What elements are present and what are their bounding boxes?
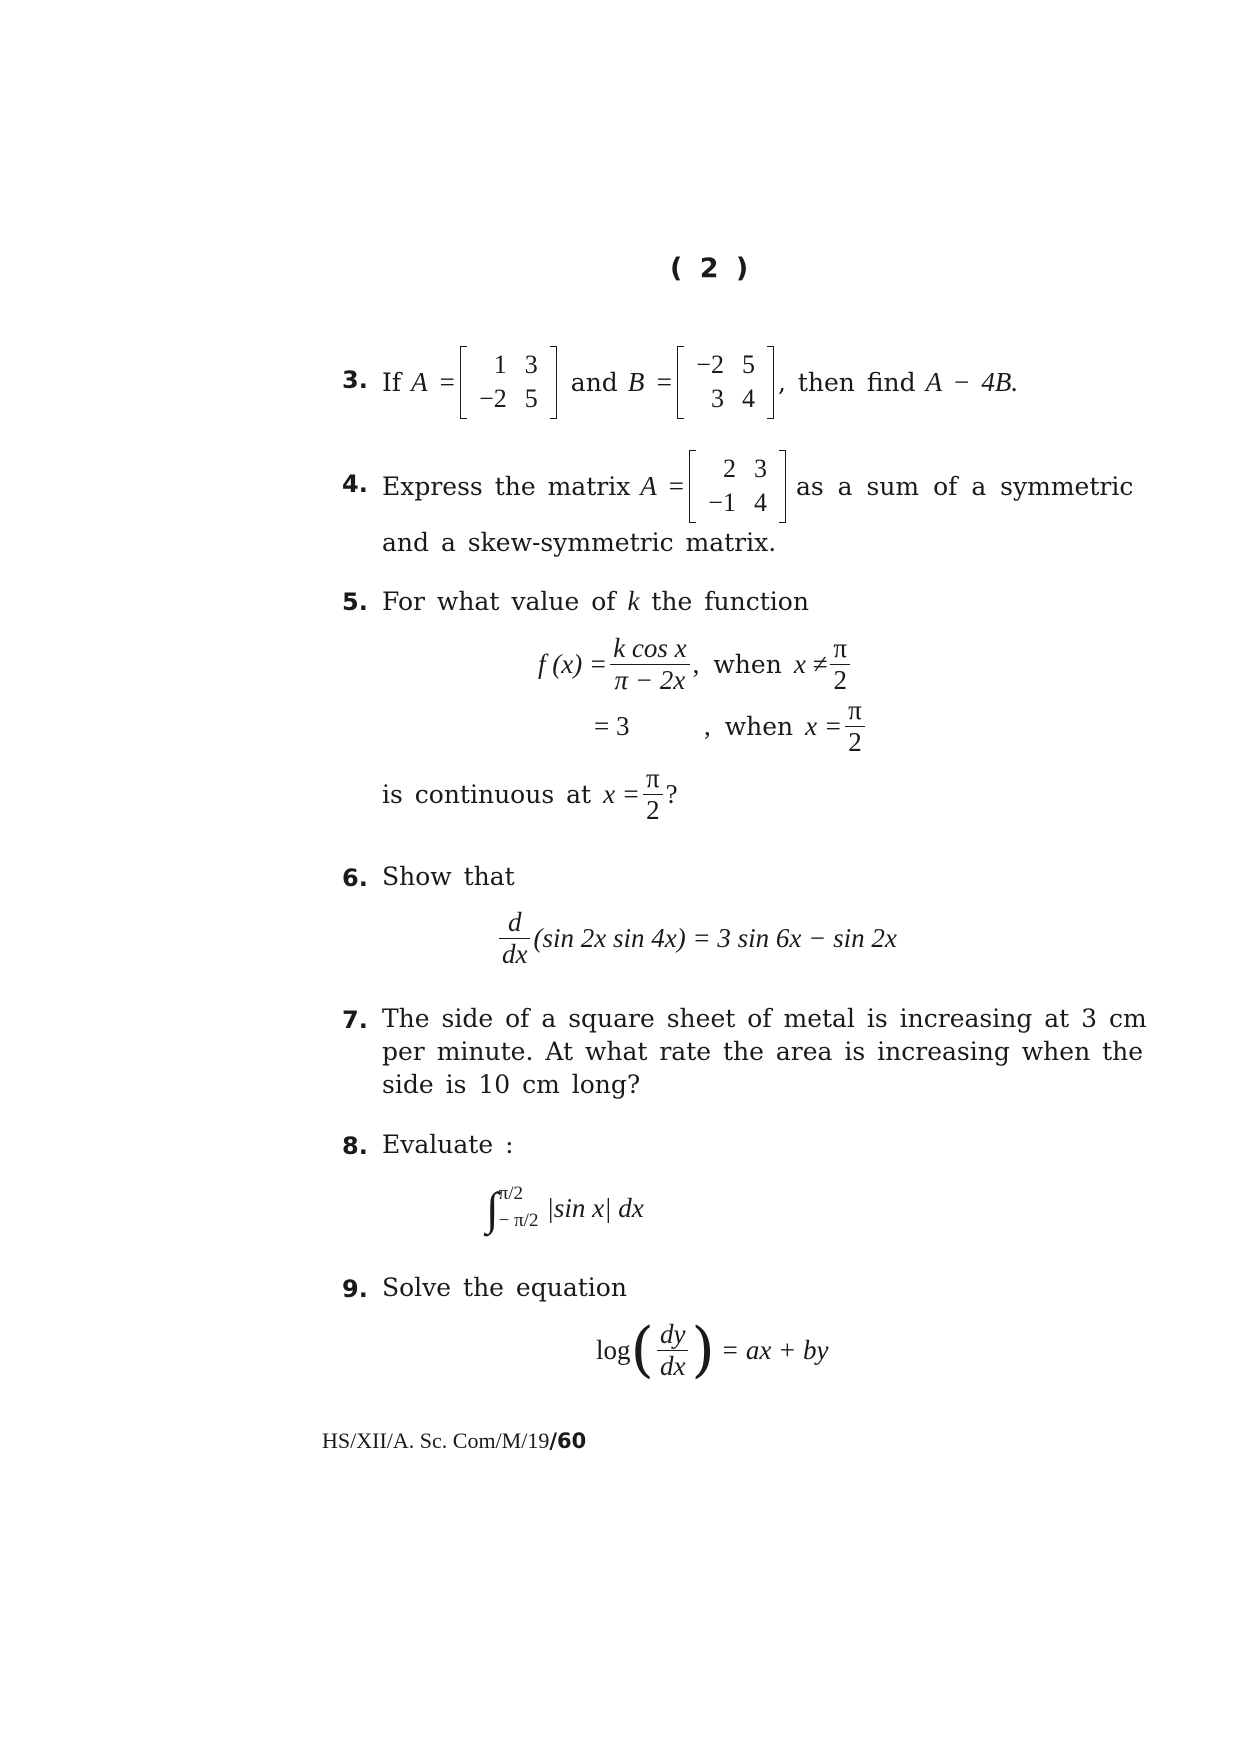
matrix-b [677, 346, 774, 419]
question-8-number: 8. [342, 1132, 368, 1160]
q5-fraction [610, 633, 689, 694]
q4-a-eq: A = [640, 470, 686, 501]
q6-derivative [499, 907, 530, 968]
matrix-q4-cell: 4 [753, 488, 767, 517]
matrix-b-cell: 4 [741, 384, 755, 413]
q5-final-x: x = [603, 778, 641, 809]
question-3-number: 3. [342, 366, 368, 394]
q7-line-2: per minute. At what rate the area is increasing when the [382, 1037, 1144, 1066]
page-number: ( 2 ) [670, 253, 753, 284]
question-7-number: 7. [342, 1006, 368, 1034]
q5-comma-1: , [692, 648, 700, 679]
q5-final [382, 758, 678, 830]
q3-b-eq: B = [627, 366, 674, 397]
q4-line-2: and a skew-symmetric matrix. [382, 528, 777, 557]
q5-piece-2 [594, 690, 868, 762]
matrix-a-cell: 5 [524, 384, 538, 413]
q7-line-3: side is 10 cm long? [382, 1070, 641, 1099]
q5-pi: π [643, 763, 663, 794]
q9-equation [596, 1310, 829, 1390]
q5-when-1: when [713, 649, 782, 679]
footer-count: /60 [549, 1429, 587, 1453]
q7-line-1: The side of a square sheet of metal is increasing at 3 cm [382, 1004, 1147, 1033]
integral-limits [499, 1181, 539, 1234]
question-9-number: 9. [342, 1275, 368, 1303]
left-paren: ( [630, 1315, 654, 1385]
matrix-b-cell: 3 [710, 384, 724, 413]
q5-cond-1: x ≠ [793, 648, 828, 679]
q5-two: 2 [848, 726, 862, 757]
integral-lower-limit: − π/2 [498, 1210, 539, 1231]
matrix-a-cell: −2 [479, 384, 507, 413]
question-5-number: 5. [342, 588, 368, 616]
matrix-q4-cell: 3 [753, 453, 767, 483]
q5-frac-numerator: k cos x [613, 633, 687, 664]
q3-if: If [382, 367, 402, 397]
matrix-a-cell: 3 [524, 349, 538, 379]
q5-pi-over-2-b [845, 695, 865, 756]
q5-fx: f (x) = [538, 648, 608, 679]
q5-question-mark: ? [665, 778, 678, 809]
right-paren: ) [691, 1315, 715, 1385]
q5-frac-denominator: π − 2x [614, 664, 686, 695]
q6-equation [496, 902, 897, 974]
matrix-a-cell: 1 [493, 349, 507, 379]
q9-log: log [596, 1334, 631, 1365]
q5-lead-b: the function [651, 587, 809, 616]
question-4 [382, 446, 1134, 526]
q9-lead: Solve the equation [382, 1273, 627, 1302]
q5-when-2: when [724, 711, 794, 741]
q5-two: 2 [833, 664, 847, 695]
q9-derivative [657, 1319, 688, 1380]
q5-two: 2 [646, 794, 660, 825]
matrix-q4 [689, 450, 786, 523]
q9-dy: dy [659, 1319, 686, 1350]
q5-lead [382, 586, 809, 617]
q3-a-eq: A = [411, 366, 457, 397]
q6-lead: Show that [382, 862, 515, 891]
q5-pi: π [845, 695, 865, 726]
q5-pi: π [830, 633, 850, 664]
question-4-number: 4. [342, 470, 368, 498]
integral-upper-limit: π/2 [498, 1183, 523, 1205]
q4-lead: Express the matrix [382, 471, 631, 501]
q8-integral [486, 1170, 644, 1246]
question-6-number: 6. [342, 864, 368, 892]
q6-expression: (sin 2x sin 4x) = 3 sin 6x − sin 2x [533, 922, 897, 953]
q5-lead-a: For what value of [382, 587, 616, 616]
q3-expression: A − 4B. [925, 366, 1019, 397]
q9-dx: dx [659, 1350, 686, 1381]
q8-lead: Evaluate : [382, 1130, 514, 1159]
q3-and: and [570, 367, 618, 397]
q6-dx: dx [502, 938, 528, 969]
q4-tail: as a sum of a symmetric [795, 471, 1134, 501]
q9-rhs: = ax + by [720, 1334, 829, 1365]
footer-code-text: HS/XII/A. Sc. Com/M/19 [322, 1428, 550, 1453]
matrix-q4-cell: 2 [722, 453, 736, 483]
footer-code [322, 1428, 586, 1454]
matrix-b-cell: 5 [741, 349, 755, 379]
matrix-q4-cell: −1 [708, 488, 736, 517]
q5-eq-3: = 3 [594, 710, 630, 741]
matrix-b-cell: −2 [696, 349, 724, 379]
q5-pi-over-2-c [643, 763, 663, 824]
q5-cond-2: x = [805, 710, 843, 741]
q5-final-text: is continuous at [382, 779, 592, 809]
q3-tail: , then find [777, 367, 916, 397]
q5-pi-over-2-a [830, 633, 850, 694]
q6-d: d [507, 907, 522, 938]
q5-comma-2: , [704, 710, 711, 741]
integral-sign: ∫ [486, 1182, 499, 1234]
q5-k: k [627, 586, 640, 616]
matrix-a [460, 346, 557, 419]
q8-integrand: |sin x| dx [546, 1192, 644, 1223]
question-3 [382, 342, 1018, 422]
